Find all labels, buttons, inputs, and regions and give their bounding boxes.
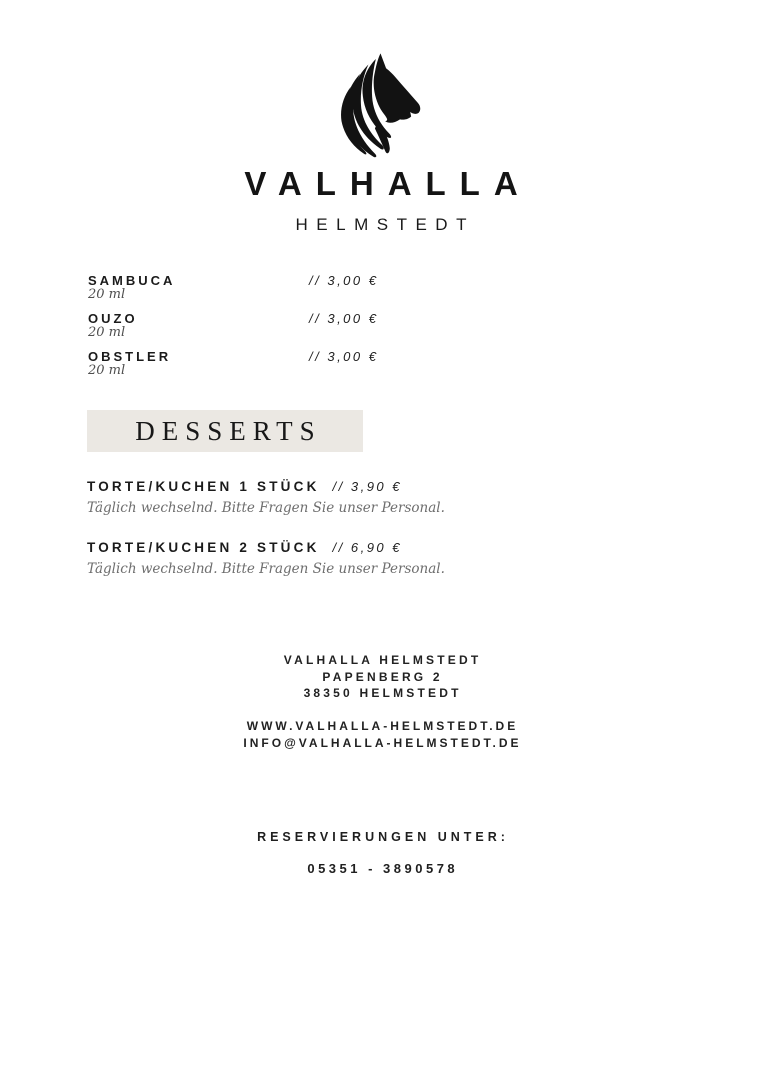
drink-name: OUZO bbox=[88, 311, 138, 326]
dessert-note: Täglich wechselnd. Bitte Fragen Sie unser Personal. bbox=[87, 561, 445, 577]
section-title: DESSERTS bbox=[135, 415, 322, 446]
drink-name: OBSTLER bbox=[88, 349, 172, 364]
email-text: INFO@VALHALLA-HELMSTEDT.DE bbox=[243, 735, 522, 750]
logo-block bbox=[0, 44, 762, 235]
list-item bbox=[88, 273, 648, 302]
list-item bbox=[87, 479, 707, 516]
drinks-list bbox=[88, 273, 648, 387]
address-block bbox=[0, 652, 762, 702]
drink-size: 20 ml bbox=[88, 363, 126, 378]
contact-block bbox=[0, 718, 762, 751]
list-item bbox=[88, 311, 648, 340]
desserts-list bbox=[87, 479, 707, 601]
drink-price: // 3,00 € bbox=[309, 273, 379, 288]
drink-price: // 3,00 € bbox=[309, 349, 379, 364]
drink-price: // 3,00 € bbox=[309, 311, 379, 326]
street-address: PAPENBERG 2 bbox=[322, 669, 443, 684]
dessert-name: TORTE/KUCHEN 1 STÜCK bbox=[87, 479, 320, 494]
reservation-label bbox=[0, 830, 762, 844]
reservation-label-text: RESERVIERUNGEN UNTER: bbox=[257, 830, 509, 844]
drink-size: 20 ml bbox=[88, 325, 126, 340]
list-item bbox=[88, 349, 648, 378]
phone-number-text: 05351 - 3890578 bbox=[307, 861, 459, 876]
dessert-note: Täglich wechselnd. Bitte Fragen Sie unser Personal. bbox=[87, 500, 445, 516]
brand-location: HELMSTEDT bbox=[295, 215, 475, 234]
phone-number bbox=[0, 861, 762, 876]
list-item bbox=[87, 540, 707, 577]
dessert-name: TORTE/KUCHEN 2 STÜCK bbox=[87, 540, 320, 555]
city-address: 38350 HELMSTEDT bbox=[303, 686, 462, 700]
horse-head-icon bbox=[322, 44, 452, 164]
website-text: WWW.VALHALLA-HELMSTEDT.DE bbox=[246, 719, 519, 733]
brand-wordmark: VALHALLA bbox=[244, 165, 532, 202]
drink-size: 20 ml bbox=[88, 287, 126, 302]
dessert-price: // 6,90 € bbox=[332, 540, 402, 555]
dessert-price: // 3,90 € bbox=[332, 479, 402, 494]
drink-name: SAMBUCA bbox=[88, 273, 176, 288]
desserts-section-header bbox=[87, 410, 363, 452]
restaurant-name: VALHALLA HELMSTEDT bbox=[283, 653, 482, 667]
